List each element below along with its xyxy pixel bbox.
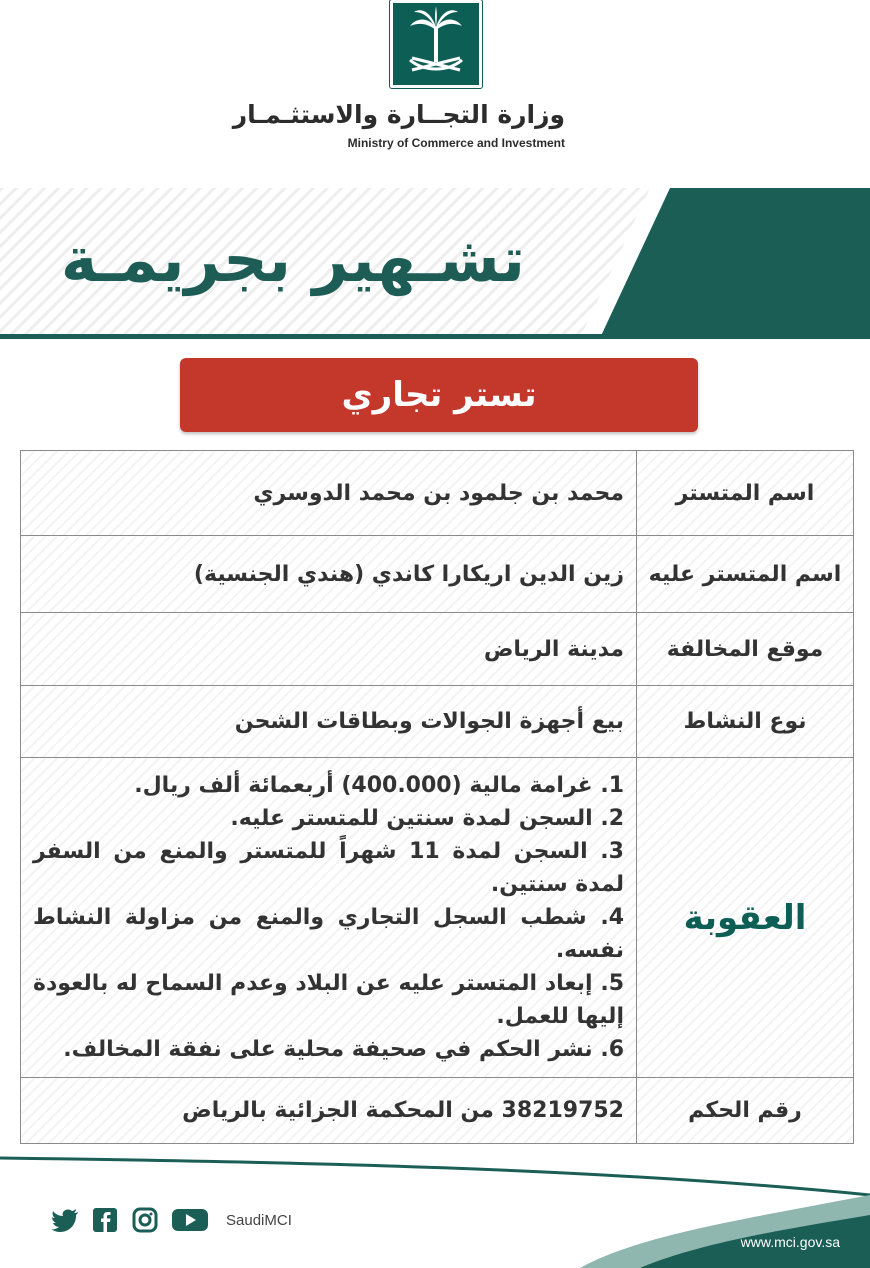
penalty-item: 6. نشر الحكم في صحيفة محلية على نفقة المخالف. <box>63 1037 624 1062</box>
banner-title: تشـهير بجريمـة <box>60 223 525 296</box>
penalty-item: 2. السجن لمدة سنتين للمتستر عليه. <box>230 806 624 831</box>
penalty-row <box>21 758 854 1078</box>
penalty-list <box>33 769 624 1066</box>
case-details-table <box>20 450 854 1144</box>
penalty-item: 4. شطب السجل التجاري والمنع من مزاولة النشاط نفسه. <box>33 905 624 963</box>
penalty-value <box>21 758 637 1078</box>
ruling-value: 38219752 من المحكمة الجزائية بالرياض <box>21 1078 637 1144</box>
table-row <box>21 536 854 613</box>
youtube-icon[interactable] <box>170 1206 210 1234</box>
row-value: زين الدين اريكارا كاندي (هندي الجنسية) <box>21 536 637 613</box>
row-value: محمد بن جلمود بن محمد الدوسري <box>21 451 637 536</box>
row-label: اسم المتستر عليه <box>637 536 854 613</box>
saudi-emblem-logo <box>390 0 482 88</box>
table-row <box>21 686 854 758</box>
footer-divider <box>0 1140 870 1200</box>
footer-band <box>580 1195 870 1268</box>
penalty-item: 5. إبعاد المتستر عليه عن البلاد وعدم السماح له بالعودة إليها للعمل. <box>33 971 624 1029</box>
twitter-icon[interactable] <box>50 1206 80 1234</box>
ministry-name-arabic: وزارة التجــارة والاستثـمـار <box>232 100 565 129</box>
row-value: مدينة الرياض <box>21 613 637 686</box>
row-label: اسم المتستر <box>637 451 854 536</box>
table-row <box>21 613 854 686</box>
facebook-icon[interactable] <box>90 1206 120 1234</box>
social-handle[interactable]: SaudiMCI <box>226 1211 292 1229</box>
instagram-icon[interactable] <box>130 1206 160 1234</box>
website-link[interactable]: www.mci.gov.sa <box>740 1234 840 1250</box>
ruling-label: رقم الحكم <box>637 1078 854 1144</box>
social-links <box>50 1205 292 1235</box>
crime-type-box <box>180 358 698 432</box>
row-value: بيع أجهزة الجوالات وبطاقات الشحن <box>21 686 637 758</box>
penalty-item: 3. السجن لمدة 11 شهراً للمتستر والمنع من السفر لمدة سنتين. <box>33 839 624 897</box>
ministry-name-english: Ministry of Commerce and Investment <box>347 136 565 150</box>
penalty-item: 1. غرامة مالية (400.000) أربعمائة ألف ريال. <box>134 773 624 798</box>
row-label: نوع النشاط <box>637 686 854 758</box>
row-label: موقع المخالفة <box>637 613 854 686</box>
header <box>0 0 870 185</box>
penalty-label: العقوبة <box>637 758 854 1078</box>
table-row <box>21 1078 854 1144</box>
table-row <box>21 451 854 536</box>
crime-type-label: تستر تجاري <box>341 375 537 415</box>
